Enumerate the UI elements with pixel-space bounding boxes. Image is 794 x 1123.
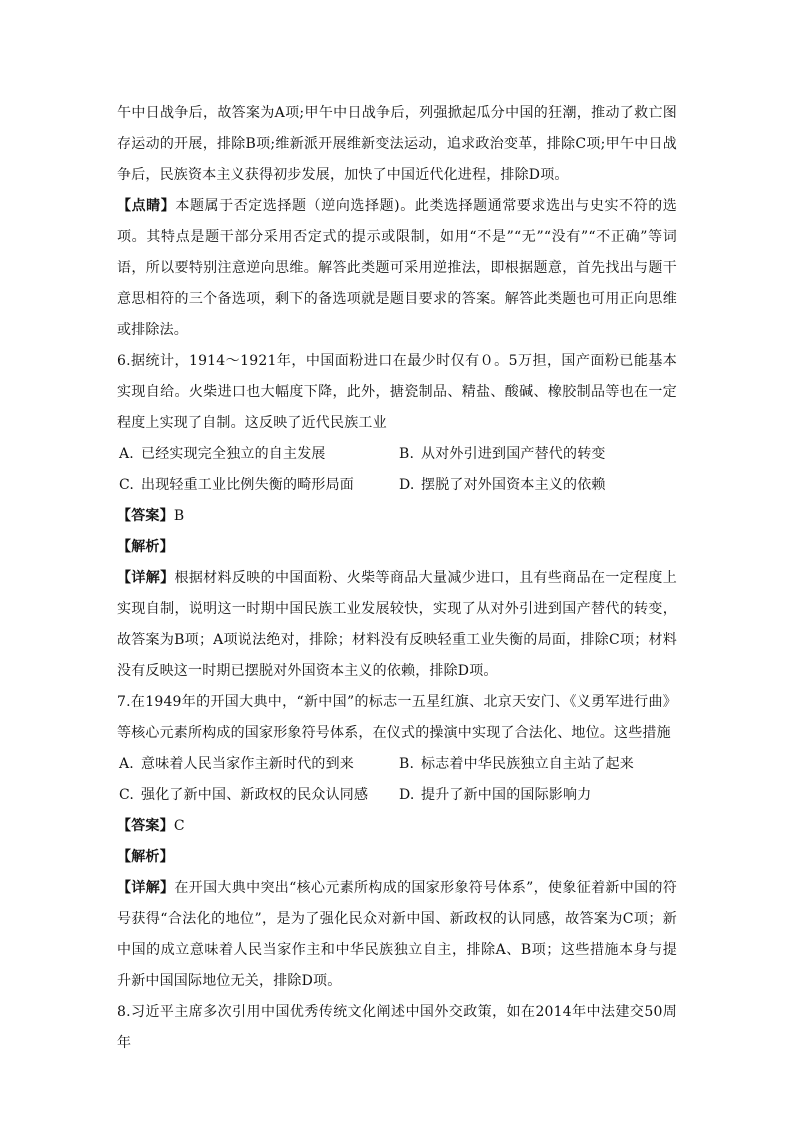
question-6-stem: 6.据统计，1914～1921年，中国面粉进口在最少时仅有０。5万担，国产面粉已能基本实现自给。火柴进口也大幅度下降，此外，搪瓷制品、精盐、酸碱、橡胶制品等也在一定程度上实现了自制。这反映了近代民族工业 xyxy=(117,353,677,431)
text-dianjing: 本题属于否定选择题（逆向选择题)。此类选择题通常要求选出与史实不符的选项。其特点是题干部分采用否定式的提示或限制，如用“不是”“无”“没有”“不正确”等词语，所以要特别注意逆向思维。解答此类题可采用逆推法，即根据题意，首先找出与题干意思相符的三个备选项，剩下的备选项就是题目要求的答案。解答此类题也可用正向思维或排除法。 xyxy=(117,198,677,338)
q7-option-a: A. 意味着人民当家作主新时代的到来 xyxy=(119,756,354,772)
question-6-options xyxy=(117,439,677,501)
document-content xyxy=(117,98,677,1059)
q6-option-c: C. 出现轻重工业比例失衡的畸形局面 xyxy=(119,477,354,493)
question-7-stem: 7.在1949年的开国大典中，“新中国”的标志一五星红旗、北京天安门、《义勇军进行曲》等核心元素所构成的国家形象符号体系，在仪式的操演中实现了合法化、地位。这些措施 xyxy=(117,694,677,741)
q7-option-b: B. 标志着中华民族独立自主站了起来 xyxy=(399,756,634,772)
q7-option-c: C. 强化了新中国、新政权的民众认同感 xyxy=(119,787,369,803)
label-dianjing: 【点睛】 xyxy=(117,198,176,214)
q6-option-a: A. 已经实现完全独立的自主发展 xyxy=(119,446,326,462)
q6-detail: 【详解】根据材料反映的中国面粉、火柴等商品大量减少进口，且有些商品在一定程度上实现自制，说明这一时期中国民族工业发展较快，实现了从对外引进到国产替代的转变，故答案为B项；A项说法绝对，排除；材料没有反映轻重工业失衡的局面，排除C项；材料没有反映这一时期已摆脱对外国资本主义的依赖，排除D项。 xyxy=(117,570,677,679)
q6-option-b: B. 从对外引进到国产替代的转变 xyxy=(399,446,606,462)
question-8-stem: 8.习近平主席多次引用中国优秀传统文化阐述中国外交政策，如在2014年中法建交50周年 xyxy=(117,1004,677,1051)
q7-analysis-heading: 【解析】 xyxy=(117,849,174,865)
q6-answer: 【答案】B xyxy=(117,508,185,524)
q7-answer: 【答案】C xyxy=(117,818,185,834)
question-7-options xyxy=(117,749,677,811)
q6-option-d: D. 摆脱了对外国资本主义的依赖 xyxy=(399,477,606,493)
q7-detail: 【详解】在开国大典中突出“核心元素所构成的国家形象符号体系”，使象征着新中国的符号获得“合法化的地位”，是为了强化民众对新中国、新政权的认同感，故答案为C项；新中国的成立意味着人民当家作主和中华民族独立自主，排除A、B项；这些措施本身与提升新中国国际地位无关，排除D项。 xyxy=(117,880,677,989)
q6-analysis-heading: 【解析】 xyxy=(117,539,174,555)
q7-option-d: D. 提升了新中国的国际影响力 xyxy=(399,787,592,803)
paragraph-dianjing xyxy=(117,191,677,346)
paragraph-prev-analysis: 午中日战争后，故答案为A项;甲午中日战争后，列强掀起瓜分中国的狂潮，推动了救亡图存运动的开展，排除B项;维新派开展维新变法运动，追求政治变革，排除C项;甲午中日战争后，民族资本主义获得初步发展，加快了中国近代化进程，排除D项。 xyxy=(117,105,677,183)
